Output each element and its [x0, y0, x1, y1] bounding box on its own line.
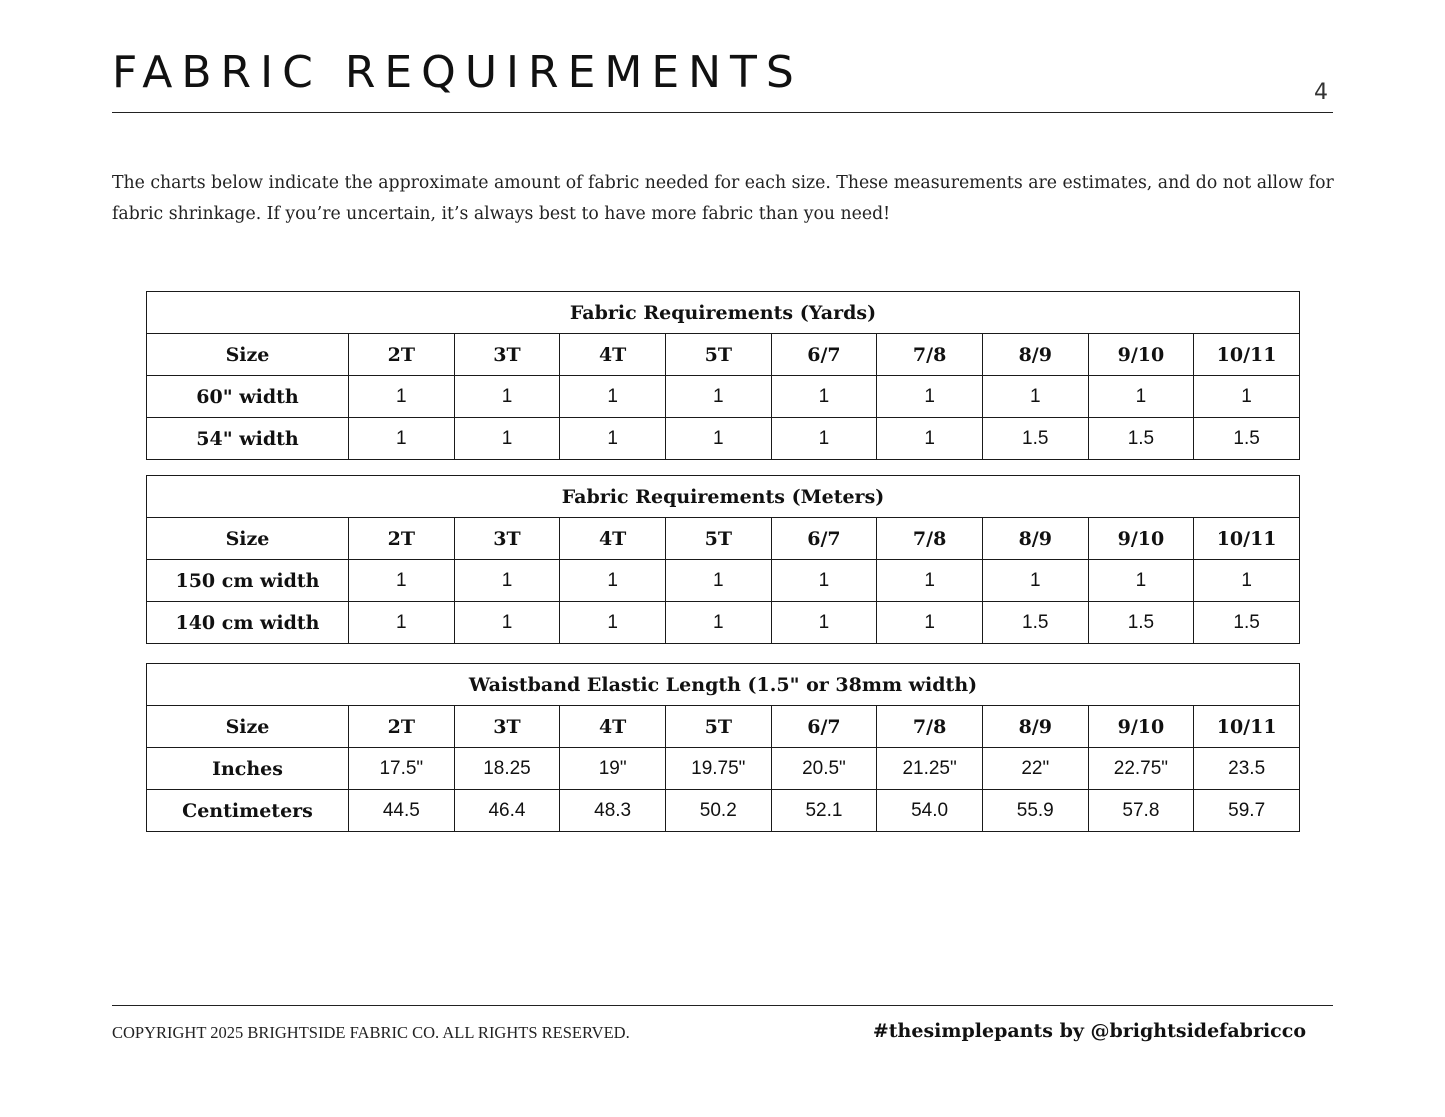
table-cell: 55.9 — [982, 790, 1088, 832]
table-title: Fabric Requirements (Yards) — [147, 292, 1300, 334]
table-cell: 1 — [454, 560, 560, 602]
table-cell: 1 — [560, 376, 666, 418]
table-title: Waistband Elastic Length (1.5" or 38mm width) — [147, 664, 1300, 706]
size-column-header: 2T — [349, 334, 455, 376]
table-cell: 20.5" — [771, 748, 877, 790]
row-label: 150 cm width — [147, 560, 349, 602]
table-cell: 1 — [665, 418, 771, 460]
table-row — [147, 560, 1300, 602]
size-column-header: 3T — [454, 706, 560, 748]
size-column-header: 7/8 — [877, 334, 983, 376]
table-cell: 46.4 — [454, 790, 560, 832]
table-cell: 1 — [771, 560, 877, 602]
table-cell: 1 — [982, 560, 1088, 602]
size-column-header: 7/8 — [877, 706, 983, 748]
size-column-header: 6/7 — [771, 334, 877, 376]
size-column-header: 8/9 — [982, 706, 1088, 748]
table-cell: 1 — [1088, 376, 1194, 418]
table-cell: 17.5" — [349, 748, 455, 790]
size-column-header: 9/10 — [1088, 518, 1194, 560]
table-title-row — [147, 292, 1300, 334]
table-cell: 1 — [665, 602, 771, 644]
table-cell: 59.7 — [1194, 790, 1300, 832]
table-cell: 57.8 — [1088, 790, 1194, 832]
table-title-row — [147, 476, 1300, 518]
size-column-header: 10/11 — [1194, 334, 1300, 376]
title-divider — [112, 112, 1333, 113]
table-cell: 1 — [349, 418, 455, 460]
table-cell: 52.1 — [771, 790, 877, 832]
size-column-header: 9/10 — [1088, 706, 1194, 748]
table-cell: 1.5 — [1088, 418, 1194, 460]
size-column-header: 7/8 — [877, 518, 983, 560]
size-column-header: 2T — [349, 518, 455, 560]
size-column-header: 4T — [560, 706, 666, 748]
fabric-yards-table — [146, 291, 1300, 460]
table-cell: 22" — [982, 748, 1088, 790]
intro-paragraph: The charts below indicate the approximate amount of fabric needed for each size. These measurements are estimates, and do not allow for fabric shrinkage. If you’re uncertain, it’s always best to have more fabric than you need! — [112, 173, 1334, 224]
size-header: Size — [147, 706, 349, 748]
table-cell: 1 — [771, 602, 877, 644]
size-column-header: 3T — [454, 518, 560, 560]
table-cell: 1 — [454, 376, 560, 418]
size-column-header: 9/10 — [1088, 334, 1194, 376]
table-cell: 1 — [349, 376, 455, 418]
table-cell: 1 — [665, 376, 771, 418]
table-cell: 1.5 — [1194, 602, 1300, 644]
row-label: 140 cm width — [147, 602, 349, 644]
table-cell: 21.25" — [877, 748, 983, 790]
table-row — [147, 602, 1300, 644]
table-cell: 1 — [1194, 560, 1300, 602]
table-cell: 19" — [560, 748, 666, 790]
table-cell: 1 — [560, 560, 666, 602]
row-label: Inches — [147, 748, 349, 790]
table-row — [147, 790, 1300, 832]
page-number: 4 — [1314, 80, 1328, 105]
table-cell: 1 — [877, 560, 983, 602]
row-label: 60" width — [147, 376, 349, 418]
table-cell: 44.5 — [349, 790, 455, 832]
size-header: Size — [147, 334, 349, 376]
table-cell: 48.3 — [560, 790, 666, 832]
row-label: 54" width — [147, 418, 349, 460]
table-cell: 1.5 — [982, 602, 1088, 644]
table-row — [147, 748, 1300, 790]
size-column-header: 6/7 — [771, 518, 877, 560]
table-title: Fabric Requirements (Meters) — [147, 476, 1300, 518]
social-hashtag: #thesimplepants by @brightsidefabricco — [872, 1020, 1306, 1042]
page-title: FABRIC REQUIREMENTS — [112, 47, 803, 98]
table-cell: 54.0 — [877, 790, 983, 832]
table-cell: 1 — [877, 418, 983, 460]
size-column-header: 5T — [665, 706, 771, 748]
table-title-row — [147, 664, 1300, 706]
table-cell: 1 — [454, 418, 560, 460]
row-label: Centimeters — [147, 790, 349, 832]
table-cell: 1 — [771, 376, 877, 418]
size-column-header: 5T — [665, 334, 771, 376]
table-row — [147, 376, 1300, 418]
size-column-header: 2T — [349, 706, 455, 748]
table-cell: 19.75" — [665, 748, 771, 790]
table-cell: 1 — [665, 560, 771, 602]
waistband-elastic-table — [146, 663, 1300, 832]
table-cell: 1 — [560, 418, 666, 460]
fabric-meters-table — [146, 475, 1300, 644]
table-cell: 1 — [349, 560, 455, 602]
table-cell: 1 — [877, 376, 983, 418]
size-column-header: 8/9 — [982, 334, 1088, 376]
size-header: Size — [147, 518, 349, 560]
table-header-row — [147, 334, 1300, 376]
size-column-header: 10/11 — [1194, 706, 1300, 748]
size-column-header: 4T — [560, 518, 666, 560]
table-cell: 1.5 — [1194, 418, 1300, 460]
footer-divider — [112, 1005, 1333, 1006]
table-header-row — [147, 706, 1300, 748]
table-row — [147, 418, 1300, 460]
table-cell: 1.5 — [1088, 602, 1194, 644]
table-cell: 23.5 — [1194, 748, 1300, 790]
table-cell: 22.75" — [1088, 748, 1194, 790]
size-column-header: 3T — [454, 334, 560, 376]
table-cell: 50.2 — [665, 790, 771, 832]
table-cell: 1.5 — [982, 418, 1088, 460]
table-cell: 1 — [349, 602, 455, 644]
size-column-header: 10/11 — [1194, 518, 1300, 560]
table-cell: 18.25 — [454, 748, 560, 790]
table-header-row — [147, 518, 1300, 560]
table-cell: 1 — [877, 602, 983, 644]
size-column-header: 8/9 — [982, 518, 1088, 560]
table-cell: 1 — [771, 418, 877, 460]
copyright-notice: COPYRIGHT 2025 BRIGHTSIDE FABRIC CO. ALL RIGHTS RESERVED. — [112, 1023, 630, 1042]
table-cell: 1 — [1194, 376, 1300, 418]
table-cell: 1 — [454, 602, 560, 644]
table-cell: 1 — [1088, 560, 1194, 602]
size-column-header: 6/7 — [771, 706, 877, 748]
size-column-header: 5T — [665, 518, 771, 560]
size-column-header: 4T — [560, 334, 666, 376]
table-cell: 1 — [982, 376, 1088, 418]
table-cell: 1 — [560, 602, 666, 644]
